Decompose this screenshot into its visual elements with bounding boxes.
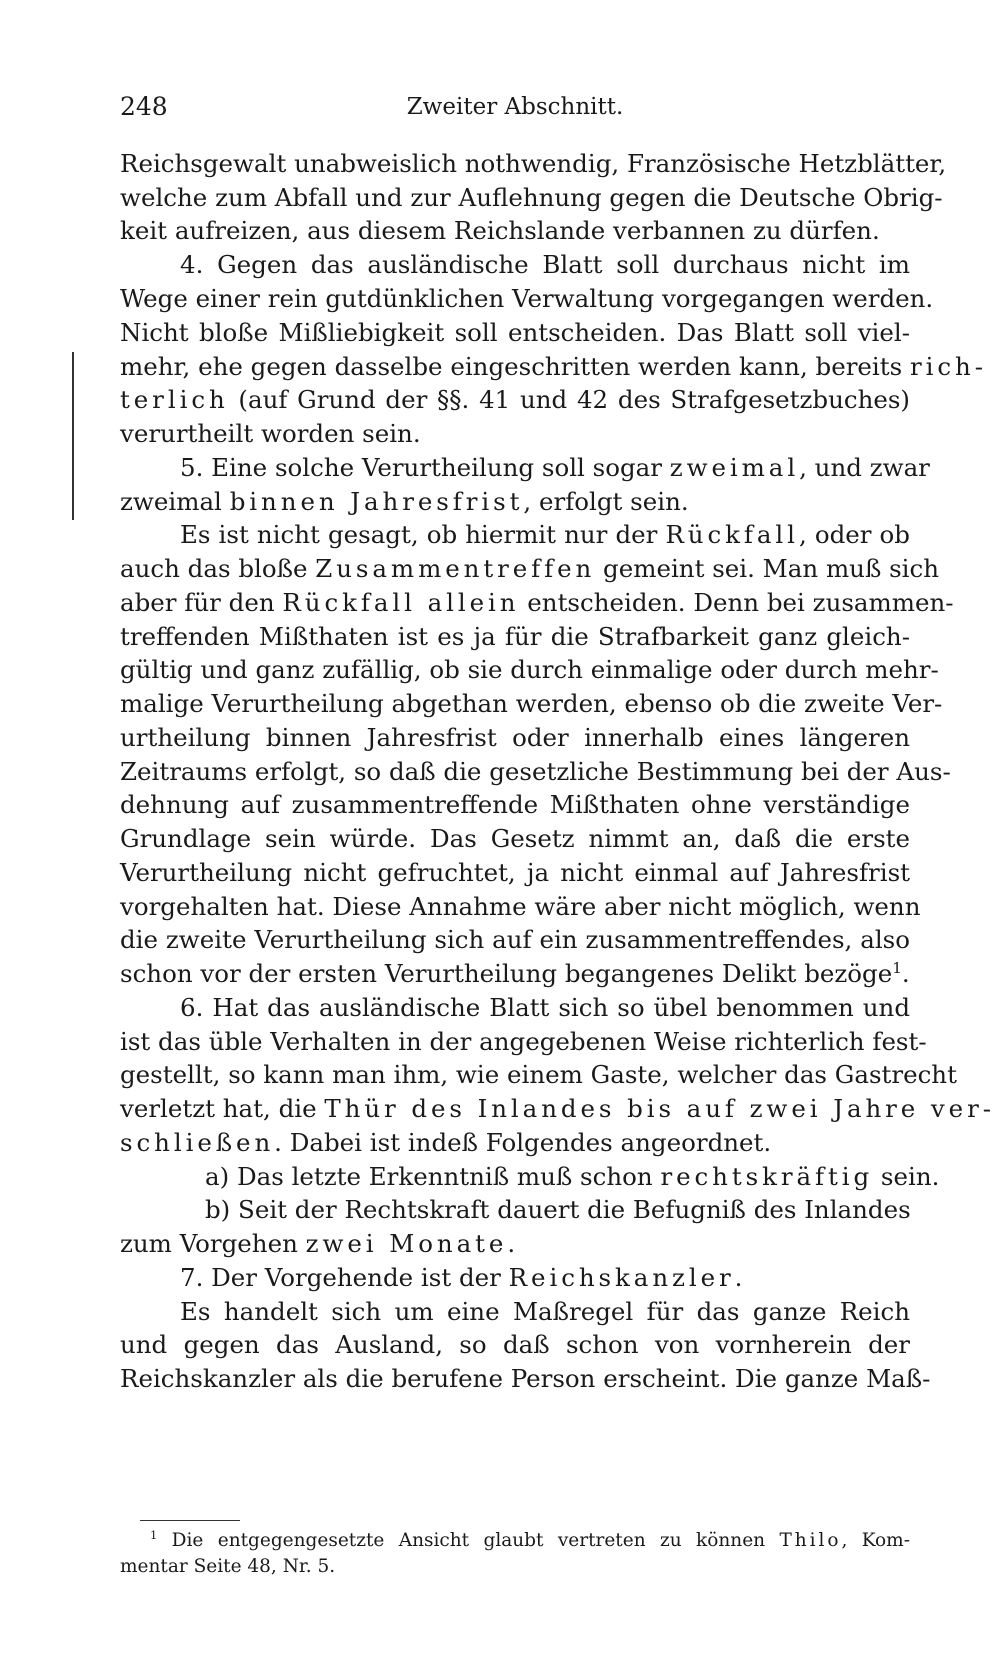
text-line: 4. Gegen das ausländische Blatt soll durchaus nicht im xyxy=(180,250,910,279)
text-segment: mehr, ehe gegen dasselbe eingeschritten werden kann, bereits xyxy=(120,352,910,381)
text-line: b) Seit der Rechtskraft dauert die Befugniß des Inlandes xyxy=(205,1195,911,1224)
spaced-emphasis: Rückfall xyxy=(665,520,799,549)
text-line xyxy=(120,1227,910,1261)
spaced-emphasis: zweimal xyxy=(669,453,800,482)
text-line xyxy=(120,586,954,620)
text-line: vorgehalten hat. Diese Annahme wäre aber nicht möglich, wenn xyxy=(120,892,921,921)
text-line: gestellt, so kann man ihm, wie einem Gaste, welcher das Gastrecht xyxy=(120,1060,957,1089)
text-segment: aber für den xyxy=(120,588,283,617)
text-line: die zweite Verurtheilung sich auf ein zusammentreffendes, also xyxy=(120,925,910,954)
footnote-marker: 1 xyxy=(150,1527,158,1542)
text-line xyxy=(120,552,940,586)
text-line xyxy=(120,1092,995,1126)
text-line: Grundlage sein würde. Das Gesetz nimmt an, daß die erste xyxy=(120,824,910,853)
text-line: Wege einer rein gutdünklichen Verwaltung vorgegangen werden. xyxy=(120,284,934,313)
text-line xyxy=(180,451,930,485)
text-line xyxy=(120,350,987,384)
spaced-emphasis: Thilo xyxy=(779,1530,842,1551)
footnote-line: mentar Seite 48, Nr. 5. xyxy=(120,1556,336,1577)
text-line xyxy=(120,383,910,417)
text-line: Verurtheilung nicht gefruchtet, ja nicht einmal auf Jahresfrist xyxy=(120,858,910,887)
text-line: keit aufreizen, aus diesem Reichslande verbannen zu dürfen. xyxy=(120,216,880,245)
footnote-rule xyxy=(140,1520,240,1521)
text-segment: Es ist nicht gesagt, ob hiermit nur der xyxy=(180,520,666,549)
text-line: treffenden Mißthaten ist es ja für die Strafbarkeit ganz gleich- xyxy=(120,622,910,651)
spaced-emphasis: rich- xyxy=(909,352,987,381)
text-line: gültig und ganz zufällig, ob sie durch einmalige oder durch mehr- xyxy=(120,655,939,684)
text-line xyxy=(120,1126,910,1160)
text-segment: sein. xyxy=(873,1162,940,1191)
spaced-emphasis: Thür des Inlandes bis auf zwei Jahre ver- xyxy=(324,1094,995,1123)
text-line xyxy=(120,485,910,519)
text-line xyxy=(180,518,910,552)
text-line: welche zum Abfall und zur Auflehnung gegen die Deutsche Obrig- xyxy=(120,183,943,212)
text-segment: . xyxy=(734,1263,743,1292)
spaced-emphasis: rechtskräftig xyxy=(660,1162,874,1191)
text-segment: zum Vorgehen xyxy=(120,1229,306,1258)
margin-mark xyxy=(72,352,74,520)
spaced-emphasis: schließen xyxy=(120,1128,275,1157)
text-line xyxy=(205,1160,940,1194)
text-segment: (auf Grund der §§. 41 und 42 des Strafgesetzbuches) xyxy=(228,385,910,414)
text-segment: , erfolgt sein. xyxy=(523,487,689,516)
spaced-emphasis: binnen Jahresfrist xyxy=(229,487,524,516)
spaced-emphasis: terlich xyxy=(120,385,229,414)
text-line: malige Verurtheilung abgethan werden, ebenso ob die zweite Ver- xyxy=(120,689,943,718)
spaced-emphasis: Zusammentreffen xyxy=(315,554,596,583)
text-segment: 5. Eine solche Verurtheilung soll sogar xyxy=(180,453,670,482)
text-segment: verletzt hat, die xyxy=(120,1094,325,1123)
text-segment: Die entgegengesetzte Ansicht glaubt vertreten zu können xyxy=(157,1530,780,1551)
text-segment: , und zwar xyxy=(799,453,930,482)
text-segment: zweimal xyxy=(120,487,230,516)
running-head: Zweiter Abschnitt. xyxy=(406,94,624,120)
text-segment: , oder ob xyxy=(798,520,910,549)
text-line: und gegen das Ausland, so daß schon von vornherein der xyxy=(120,1330,910,1359)
text-segment: . Dabei ist indeß Folgendes angeordnet. xyxy=(274,1128,772,1157)
text-segment: schon vor der ersten Verurtheilung begangenes Delikt bezöge xyxy=(120,959,893,988)
text-line: Es handelt sich um eine Maßregel für das ganze Reich xyxy=(180,1297,910,1326)
text-line: dehnung auf zusammentreffende Mißthaten ohne verständige xyxy=(120,790,910,819)
text-segment: , Kom- xyxy=(841,1530,910,1551)
text-line: Reichskanzler als die berufene Person erscheint. Die ganze Maß- xyxy=(120,1364,931,1393)
text-line: Zeitraums erfolgt, so daß die gesetzliche Bestimmung bei der Aus- xyxy=(120,757,951,786)
spaced-emphasis: zwei Monate xyxy=(305,1229,508,1258)
text-segment: 7. Der Vorgehende ist der xyxy=(180,1263,509,1292)
text-line xyxy=(180,1261,910,1295)
text-segment: auch das bloße xyxy=(120,554,316,583)
text-segment: a) Das letzte Erkenntniß muß schon xyxy=(205,1162,661,1191)
text-line: ist das üble Verhalten in der angegebenen Weise richterlich fest- xyxy=(120,1027,927,1056)
text-line: 6. Hat das ausländische Blatt sich so übel benommen und xyxy=(180,993,910,1022)
text-line: Reichsgewalt unabweislich nothwendig, Französische Hetzblätter, xyxy=(120,149,947,178)
footnote-line xyxy=(150,1528,910,1554)
page-number: 248 xyxy=(120,92,168,121)
text-line xyxy=(120,957,910,991)
text-segment: entscheiden. Denn bei zusammen- xyxy=(519,588,954,617)
text-segment: gemeint sei. Man muß sich xyxy=(595,554,940,583)
text-line: Nicht bloße Mißliebigkeit soll entscheiden. Das Blatt soll viel- xyxy=(120,318,910,347)
spaced-emphasis: Reichskanzler xyxy=(508,1263,735,1292)
text-line: urtheilung binnen Jahresfrist oder innerhalb eines längeren xyxy=(120,723,910,752)
text-segment: . xyxy=(507,1229,516,1258)
footnote-reference[interactable]: 1 xyxy=(892,958,902,977)
text-segment: . xyxy=(901,959,910,988)
page-header xyxy=(120,92,910,132)
spaced-emphasis: Rückfall allein xyxy=(282,588,520,617)
text-line: verurtheilt worden sein. xyxy=(120,419,421,448)
